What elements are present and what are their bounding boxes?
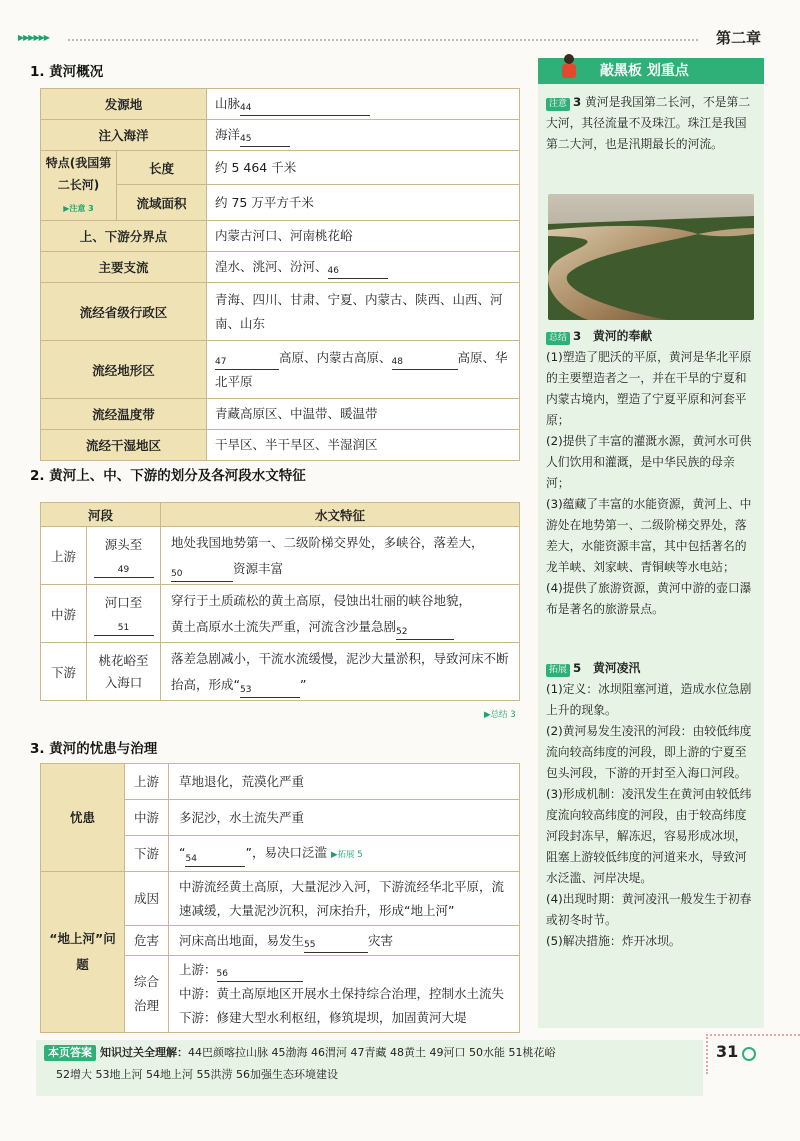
section-2-title: 2. 黄河上、中、下游的划分及各河段水文特征 xyxy=(30,468,306,484)
blank-49: 49 xyxy=(94,562,154,578)
row-label: 注入海洋 xyxy=(41,120,207,151)
extend-block xyxy=(546,658,758,952)
answer-line: 44巴颜喀拉山脉 45渤海 46渭河 47青藏 48黄土 49河口 50水能 51桃花峪 xyxy=(188,1046,556,1059)
answer-lead: 知识过关全理解： xyxy=(100,1046,188,1059)
col-header: 河段 xyxy=(41,503,161,527)
arrow-icon: ▶▶▶▶▶▶ xyxy=(18,33,49,42)
summary-item: (1)塑造了肥沃的平原，黄河是华北平原的主要塑造者之一，并在干旱的宁夏和内蒙古境内，塑造了宁夏平原和河套平原； xyxy=(546,350,752,427)
segment-label: 综合治理 xyxy=(125,956,169,1033)
row-text: “54 ”，易决口泛滥 ▶拓展 5 xyxy=(169,836,520,872)
row-label: 发源地 xyxy=(41,89,207,120)
cell-value: 47 高原、内蒙古高原、48 高原、华北平原 xyxy=(207,341,520,399)
extend-title: 黄河凌汛 xyxy=(593,661,641,675)
segment-label: 上游 xyxy=(125,764,169,800)
row-text: 中游流经黄土高原，大量泥沙入河，下游流经华北平原，流速减缓，大量泥沙沉积，河床抬升，形成“地上河” xyxy=(169,872,520,926)
row-label: 流经温度带 xyxy=(41,399,207,430)
row-label: 主要支流 xyxy=(41,252,207,283)
cell-value: 山脉44 xyxy=(207,89,520,120)
blank-44: 44 xyxy=(240,100,370,116)
extend-item: (2)黄河易发生凌汛的河段：由较低纬度流向较高纬度的河段，即上游的宁夏至包头河段，下游的开封至入海口河段。 xyxy=(546,724,752,780)
blank-56: 56 xyxy=(217,966,303,982)
blank-50: 50 xyxy=(171,566,233,582)
row-text: 河床高出地面，易发生55 灾害 xyxy=(169,926,520,956)
summary-title: 黄河的奉献 xyxy=(593,329,653,343)
summary-block xyxy=(546,326,758,620)
segment-range: 源头至 49 xyxy=(87,527,161,585)
clock-icon xyxy=(742,1047,756,1061)
note-tag: 注意 xyxy=(546,98,570,111)
segment-range: 河口至 51 xyxy=(87,585,161,643)
cell-value: 青海、四川、甘肃、宁夏、内蒙古、陕西、山西、河南、山东 xyxy=(207,283,520,341)
row-label: 长度 xyxy=(117,151,207,185)
summary-number: 3 xyxy=(573,329,582,343)
segments-table xyxy=(40,502,520,701)
summary-tag: 总结 xyxy=(546,332,570,345)
answer-line: 52增大 53地上河 54地上河 55洪涝 56加强生态环境建设 xyxy=(56,1068,338,1081)
cell-value: 青藏高原区、中温带、暖温带 xyxy=(207,399,520,430)
segment-label: 危害 xyxy=(125,926,169,956)
cell-value: 内蒙古河口、河南桃花峪 xyxy=(207,221,520,252)
feature-group: 特点(我国第二长河) ▶注意 3 xyxy=(41,151,117,221)
blank-53: 53 xyxy=(240,682,300,698)
segment-label: 中游 xyxy=(125,800,169,836)
extend-number: 5 xyxy=(573,661,582,675)
cell-value: 海洋45 xyxy=(207,120,520,151)
row-label: 流经干湿地区 xyxy=(41,430,207,461)
row-label: 流域面积 xyxy=(117,185,207,221)
summary-ref: ▶总结 3 xyxy=(484,710,516,720)
teacher-avatar-icon xyxy=(558,52,580,82)
blank-46: 46 xyxy=(328,263,388,279)
row-label: 流经地形区 xyxy=(41,341,207,399)
blank-48: 48 xyxy=(392,354,458,370)
extend-tag: 拓展 xyxy=(546,664,570,677)
note-block xyxy=(546,92,758,155)
segment-label: 上游 xyxy=(41,527,87,585)
section-1-title: 1. 黄河概况 xyxy=(30,64,104,80)
page-number: 31 xyxy=(716,1042,739,1061)
blank-47: 47 xyxy=(215,354,279,370)
row-text: 草地退化，荒漠化严重 xyxy=(169,764,520,800)
blank-51: 51 xyxy=(94,620,154,636)
row-text: 上游：56 中游：黄土高原地区开展水土保持综合治理，控制水土流失 下游：修建大型水利枢纽，修筑堤坝，加固黄河大堤 xyxy=(169,956,520,1033)
yellow-river-photo xyxy=(548,194,754,320)
segment-label: 下游 xyxy=(125,836,169,872)
note-text: 黄河是我国第二长河，不是第二大河，其径流量不及珠江。珠江是我国第二大河，也是汛期最长的河流。 xyxy=(546,95,751,151)
segment-label: 成因 xyxy=(125,872,169,926)
extend-ref: ▶拓展 5 xyxy=(330,849,363,860)
cell-value: 干旱区、半干旱区、半湿润区 xyxy=(207,430,520,461)
blank-54: 54 xyxy=(185,851,245,867)
header-rule xyxy=(18,33,698,45)
banner-title: 敲黑板 划重点 xyxy=(600,63,689,79)
governance-table xyxy=(40,763,520,1033)
key-points-sidebar xyxy=(538,58,764,1028)
chapter-title: 第二章 xyxy=(716,29,762,47)
extend-item: (5)解决措施：炸开冰坝。 xyxy=(546,934,681,948)
blank-55: 55 xyxy=(304,937,368,953)
blank-45: 45 xyxy=(240,131,290,147)
segment-label: 下游 xyxy=(41,643,87,701)
cell-value: 湟水、洮河、汾河、46 xyxy=(207,252,520,283)
above-river-label: “地上河”问题 xyxy=(41,872,125,1033)
segment-range: 桃花峪至入海口 xyxy=(87,643,161,701)
answer-tag: 本页答案 xyxy=(44,1045,96,1061)
segment-label: 中游 xyxy=(41,585,87,643)
segment-feature: 落差急剧减小，干流水流缓慢，泥沙大量淤积，导致河床不断抬高，形成“53 ” xyxy=(161,643,520,701)
answer-box xyxy=(36,1040,703,1096)
extend-item: (1)定义：冰坝阻塞河道，造成水位急剧上升的现象。 xyxy=(546,682,752,717)
cell-value: 约 75 万平方千米 xyxy=(207,185,520,221)
segment-feature: 地处我国地势第一、二级阶梯交界处，多峡谷，落差大， 50 资源丰富 xyxy=(161,527,520,585)
summary-item: (2)提供了丰富的灌溉水源，黄河水可供人们饮用和灌溉，是中华民族的母亲河； xyxy=(546,434,752,490)
note-number: 3 xyxy=(573,95,582,109)
sidebar-banner xyxy=(538,58,764,84)
worry-label: 忧患 xyxy=(41,764,125,872)
row-label: 上、下游分界点 xyxy=(41,221,207,252)
segment-feature: 穿行于土质疏松的黄土高原，侵蚀出壮丽的峡谷地貌， 黄土高原水土流失严重，河流含沙量急剧52 xyxy=(161,585,520,643)
extend-item: (3)形成机制：凌汛发生在黄河由较低纬度流向较高纬度的河段，由于较高纬度河段封冻早，解冻迟，容易形成冰坝，阻塞上游较低纬度的河道来水，导致河水泛滥、河岸决堤。 xyxy=(546,787,752,885)
row-text: 多泥沙，水土流失严重 xyxy=(169,800,520,836)
section-3-title: 3. 黄河的忧患与治理 xyxy=(30,741,158,757)
note-ref: ▶注意 3 xyxy=(63,203,94,213)
overview-table xyxy=(40,88,520,461)
row-label: 流经省级行政区 xyxy=(41,283,207,341)
blank-52: 52 xyxy=(396,624,454,640)
extend-item: (4)出现时期：黄河凌汛一般发生于初春或初冬时节。 xyxy=(546,892,752,927)
summary-item: (4)提供了旅游资源，黄河中游的壶口瀑布是著名的旅游景点。 xyxy=(546,581,752,616)
col-header: 水文特征 xyxy=(161,503,520,527)
cell-value: 约 5 464 千米 xyxy=(207,151,520,185)
summary-item: (3)蕴藏了丰富的水能资源，黄河上、中游处在地势第一、二级阶梯交界处，落差大，水能资源丰富，其中包括著名的龙羊峡、刘家峡、青铜峡等水电站； xyxy=(546,497,752,574)
